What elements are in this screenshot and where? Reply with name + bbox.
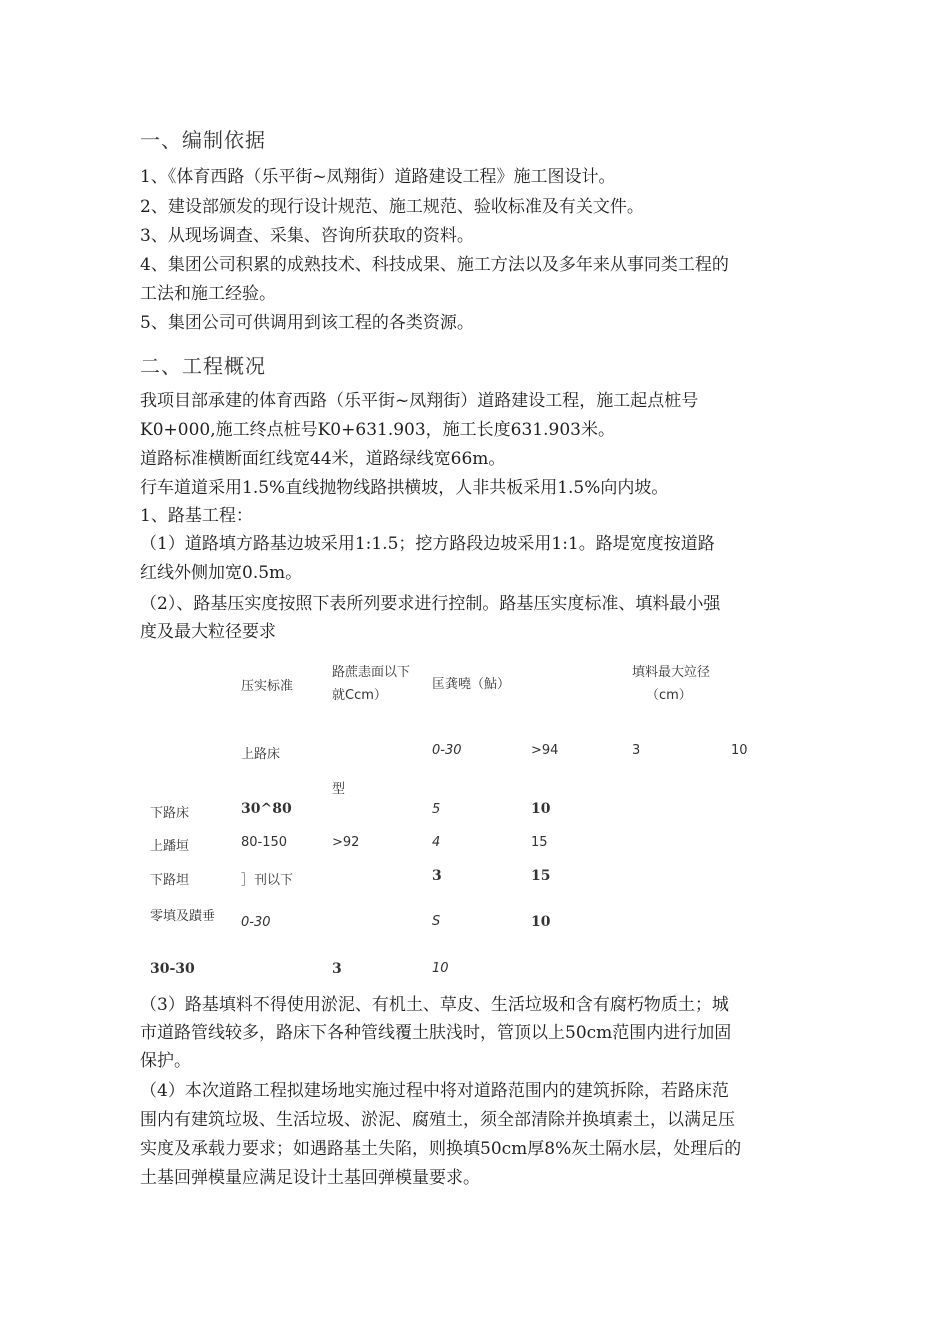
table-cell: 30-30 — [150, 961, 195, 977]
table-cell: 下路床 — [150, 806, 190, 821]
table-cell: 80-150 — [241, 835, 288, 850]
para-2-line-1: （2）、路基压实度按照下表所列要求进行控制。路基压实度标准、填料最小强 — [140, 594, 721, 614]
table-cell: 3 — [632, 743, 641, 758]
overview-line-3: 道路标准横断面红线宽44米，道路绿线宽66m。 — [140, 449, 506, 469]
para-4-line-2: 围内有建筑垃圾、生活垃圾、淤泥、腐殖土，须全部清除并换填素土，以满足压 — [140, 1110, 735, 1130]
para-4-line-1: （4）本次道路工程拟建场地实施过程中将对道路范围内的建筑拆除，若路床范 — [140, 1081, 729, 1101]
table-cell: 5 — [432, 802, 441, 817]
table-cell: 15 — [531, 868, 551, 884]
para-1-line-2: 红线外侧加宽0.5m。 — [140, 563, 303, 583]
table-cell: 上蹯垣 — [150, 839, 190, 854]
table-cell: 4 — [432, 835, 441, 850]
overview-line-1: 我项目部承建的体育西路（乐平街~凤翔街）道路建设工程，施工起点桩号 — [140, 391, 699, 411]
para-4-line-3: 实度及承载力要求；如遇路基土失陷，则换填50cm厚8%灰土隔水层，处理后的 — [140, 1139, 742, 1159]
basis-item-3: 3、从现场调查、采集、咨询所获取的资料。 — [140, 226, 474, 246]
para-4-line-4: 土基回弹模量应满足设计土基回弹模量要求。 — [140, 1168, 480, 1188]
table-cell: 30^80 — [241, 801, 292, 817]
table-cell: 3 — [432, 868, 442, 884]
para-3-line-1: （3）路基填料不得使用淤泥、有机土、草皮、生活垃圾和含有腐朽物质土；城 — [140, 995, 729, 1015]
section-heading-basis: 一、编制依据 — [140, 128, 266, 152]
table-header-max-size-unit: （cm） — [646, 688, 692, 703]
table-cell: 下路坦 — [150, 873, 190, 888]
basis-item-4-cont: 工法和施工经验。 — [140, 284, 276, 304]
table-cell: 型 — [332, 782, 346, 797]
table-cell: >94 — [531, 743, 559, 758]
table-cell: 15 — [531, 835, 548, 850]
table-cell: S — [432, 914, 441, 929]
table-cell: ］刊以下 — [241, 873, 294, 888]
overview-line-4: 行车道道采用1.5%直线抛物线路拱横坡，人非共板采用1.5%向内坡。 — [140, 478, 669, 498]
section-heading-overview: 二、工程概况 — [140, 354, 266, 378]
basis-item-1: 1、《体育西路（乐平街~凤翔街）道路建设工程》施工图设计。 — [140, 167, 616, 187]
basis-item-2: 2、建设部颁发的现行设计规范、施工规范、验收标准及有关文件。 — [140, 197, 644, 217]
table-cell: >92 — [332, 835, 360, 850]
table-cell: 0-30 — [432, 743, 462, 758]
table-cell: 0-30 — [241, 915, 271, 930]
table-cell: 10 — [531, 914, 551, 930]
table-header-standard: 压实标准 — [241, 679, 294, 694]
table-header-depth: 路蔗恚面以下 — [332, 665, 411, 680]
table-cell: 零填及蹟垂 — [150, 909, 216, 924]
table-header-depth-unit: 就Ccm） — [332, 688, 387, 703]
subsection-subgrade: 1、路基工程： — [140, 506, 253, 526]
table-header-max-size: 填料最大竝径 — [632, 665, 711, 680]
overview-line-2: K0+000,施工终点桩号K0+631.903，施工长度631.903米。 — [140, 420, 615, 440]
basis-item-5: 5、集团公司可供调用到该工程的各类资源。 — [140, 313, 474, 333]
table-cell: 10 — [531, 801, 551, 817]
table-cell: 10 — [731, 743, 748, 758]
table-header-compaction: 匡龚嘵（鮎） — [432, 677, 511, 692]
para-3-line-2: 市道路管线较多，路床下各种管线覆土肤浅时，管顶以上50cm范围内进行加固 — [140, 1023, 732, 1043]
para-3-line-3: 保护。 — [140, 1051, 191, 1071]
table-cell: 上路床 — [241, 747, 281, 762]
basis-item-4: 4、集团公司积累的成熟技术、科技成果、施工方法以及多年来从事同类工程的 — [140, 255, 729, 275]
para-1-line-1: （1）道路填方路基边坡采用1:1.5；挖方路段边坡采用1:1。路堤宽度按道路 — [140, 534, 715, 554]
table-cell: 10 — [432, 961, 449, 976]
para-2-line-2: 度及最大粒径要求 — [140, 622, 276, 642]
table-cell: 3 — [332, 961, 342, 977]
